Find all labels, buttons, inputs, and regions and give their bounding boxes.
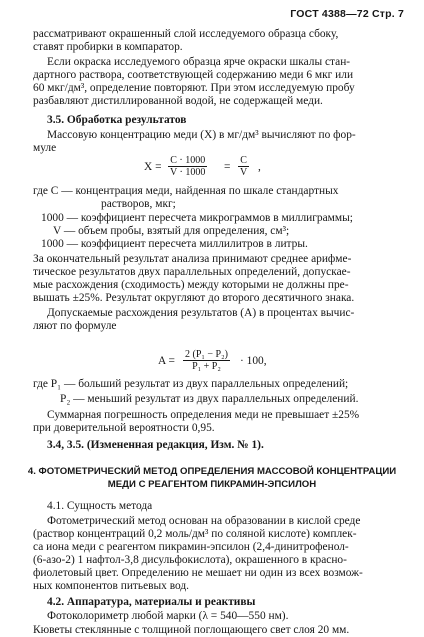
text-line: 60 мкг/дм³, определение повторяют. При этом исследуемую пробу [33,82,355,94]
chapter-heading: МЕДИ С РЕАГЕНТОМ ПИКРАМИН-ЭПСИЛОН [107,479,317,490]
text-line: рассматривают окрашенный слой исследуемого образца сбоку, [33,28,339,40]
text-line: при доверительной вероятности 0,95. [33,422,215,434]
text-line: где P₁ — больший результат из двух параллельных определений; [33,378,349,390]
text-line: фиолетовый цвет. Определению не мешает ни один из всех возмож- [33,567,363,579]
formula-fraction: $\frac{\text{2 (P₁ − P₂)}}{\text{P₁ + P₂}}$ [185,349,228,372]
section-heading: 3.4, 3.5. (Измененная редакция, Изм. № 1). [47,439,264,451]
text-line: V — объем пробы, взятый для определения, см³; [53,225,290,237]
text-line: 1000 — коэффициент пересчета миллилитров в литры. [41,238,308,250]
formula-fraction: $\frac{C \cdot 1000}{V \cdot 1000}$ [170,155,206,178]
text-line: муле [33,142,57,154]
text-line: растворов, мкг; [101,198,176,210]
text-line: Суммарная погрешность определения меди не превышает ±25% [47,409,360,421]
text-line: где C — концентрация меди, найденная по шкале стандартных [33,185,339,197]
text-line: 1000 — коэффициент пересчета микрограммов в миллиграммы; [41,212,353,224]
text-line: P₂ — меньший результат из двух параллельных определений. [60,393,359,405]
text-line: ных компонентов питьевых вод. [33,580,190,592]
text-line: разбавляют дистиллированной водой, не содержащей меди. [33,95,323,107]
text-line: са иона меди с реагентом пикрамин-эпсилон (2,4-динитрофенол- [33,541,349,553]
text-line: ставят пробирки в компаратор. [33,41,183,53]
section-heading: 4.2. Аппаратура, материалы и реактивы [47,596,256,608]
chapter-heading: 4. ФОТОМЕТРИЧЕСКИЙ МЕТОД ОПРЕДЕЛЕНИЯ МАССОВОЙ КОНЦЕНТРАЦИИ [27,466,397,477]
text-line: дартного раствора, соответствующей содержанию меди 6 мкг или [33,69,354,81]
text-line: Фотометрический метод основан на образовании в кислой среде [47,515,361,527]
text-line: ляют по формуле [33,320,117,332]
text-line: Кюветы стеклянные с толщиной поглощающего свет слоя 20 мм. [33,624,350,636]
text-line: За окончательный результат анализа принимают среднее арифме- [33,253,352,265]
formula-fraction: $\frac{C}{V}$ [240,155,248,178]
text-line: Допускаемые расхождения результатов (A) в процентах вычис- [47,307,355,319]
text-line: вышать ±25%. Результат округляют до второго десятичного знака. [33,292,355,304]
section-heading: 3.5. Обработка результатов [47,114,187,126]
text-line: тическое результатов двух параллельных определений, допускае- [33,266,351,278]
text-line: Массовую концентрацию меди (X) в мг/дм³ вычисляют по фор- [47,129,356,141]
text-line: мые расхождения (сходимость) между которыми не должны пре- [33,279,349,291]
document-page: ГОСТ 4388—72 Стр. 7 рассматривают окрашенный слой исследуемого образца сбоку, ставят пробирки в компаратор. Если окраска исследуемого образца ярче окраски шкалы стан- дартного раствора, соответствующей содержанию меди 6 мкг или 60 мкг/дм³, определение повторяют. При этом исследуемую пробу разбавляют дистиллированной водой, не содержащей меди. 3.5. Обработка результатов Массовую концентрацию меди (X) в мг/дм³ вычисляют по фор- муле X = $\frac{C \cdot 1000}{V \cdot 1000}$ = $\frac{C}{V}$ , где C — концентрация меди, найденная по шкале стандартных растворов, мкг; 1000 — коэффициент пересчета микрограммов в миллиграммы; V — объем пробы, взятый для определения, см³; 1000 — коэффициент пересчета миллилитров в литры. За окончательный результат анализа принимают среднее арифме- тическое результатов двух параллельных определений, допускае- мые расхождения (сходимость) между которыми не должны пре- вышать ±25%. Результат округляют до второго десятичного знака. Допускаемые расхождения результатов (A) в процентах вычис- ляют по формуле A = $\frac{\text{2 (P₁ − P₂)}}{\text{P₁ + P₂}}$ · 100, где P₁ — больший результат из двух параллельных определений; P₂ — меньший результат из двух параллельных определений. Суммарная погрешность определения меди не превышает ±25% при доверительной вероятности 0,95. 3.4, 3.5. (Измененная редакция, Изм. № 1). 4. ФОТОМЕТРИЧЕСКИЙ МЕТОД ОПРЕДЕЛЕНИЯ МАССОВОЙ КОНЦЕНТРАЦИИ МЕДИ С РЕАГЕНТОМ ПИКРАМИН-ЭПСИЛОН 4.1. Сущность метода Фотометрический метод основан на образовании в кислой среде (раствор концентраций 0,2 моль/дм³ по соляной кислоте) комплек- са иона меди с реагентом пикрамин-эпсилон (2,4-динитрофенол- (6-азо-2) 1 нафтол-3,8 дисульфокислота), окрашенного в красно- фиолетовый цвет. Определению не мешает ни один из всех возмож- ных компонентов питьевых вод. 4.2. Аппаратура, материалы и реактивы Фотоколориметр любой марки (λ = 540—550 нм). Кюветы стеклянные с толщиной поглощающего свет слоя 20 мм. [0,0,424,631]
text-line: Фотоколориметр любой марки (λ = 540—550 нм). [47,610,289,622]
text-line: (раствор концентраций 0,2 моль/дм³ по соляной кислоте) комплек- [33,528,357,540]
text-line: (6-азо-2) 1 нафтол-3,8 дисульфокислота), окрашенного в красно- [33,554,347,566]
section-heading: 4.1. Сущность метода [47,500,153,512]
page-header: ГОСТ 4388—72 Стр. 7 [290,8,404,20]
text-line: Если окраска исследуемого образца ярче окраски шкалы стан- [47,56,351,68]
